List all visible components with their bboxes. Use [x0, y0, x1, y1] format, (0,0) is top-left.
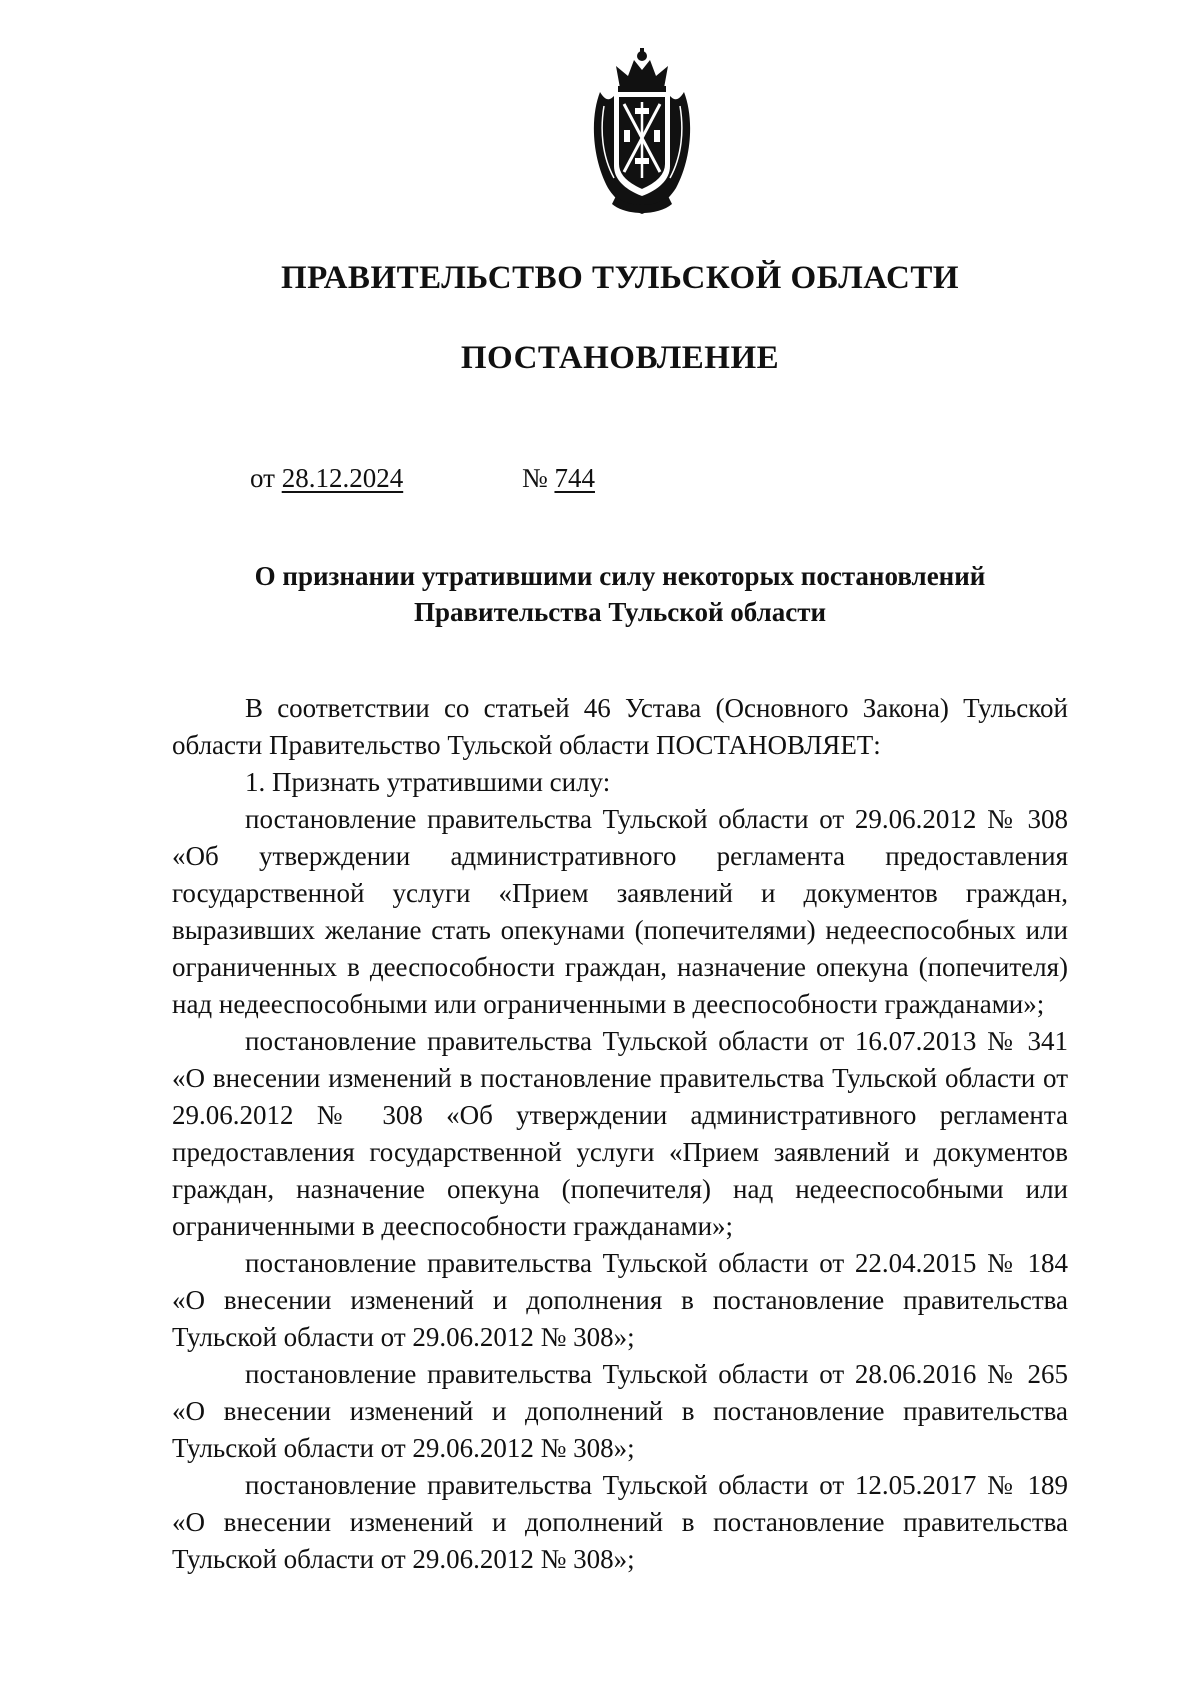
document-number: 744: [554, 463, 595, 493]
date-prefix: от: [250, 463, 275, 493]
organization-name: ПРАВИТЕЛЬСТВО ТУЛЬСКОЙ ОБЛАСТИ: [281, 260, 959, 296]
tula-coat-of-arms-icon: [586, 48, 698, 218]
subject-line: Правительства Тульской области: [413, 597, 827, 627]
body-paragraph: постановление правительства Тульской области от 16.07.2013 № 341 «О внесении изменений в постановление правительства Тульской области от 29.06.2012 № 308 «Об утверждении административного регламента предоставления государственной услуги «Прием заявлений и документов граждан, назначение опекуна (попечителя) над недееспособными или ограниченными в дееспособности гражданами»;: [172, 1026, 1068, 1241]
document-subject: [172, 558, 1068, 630]
number-prefix: №: [521, 463, 548, 493]
document-date: 28.12.2024: [281, 463, 404, 493]
body-paragraph: В соответствии со статьей 46 Устава (Основного Закона) Тульской области Правительство Тульской области ПОСТАНОВЛЯЕТ:: [172, 693, 1068, 760]
document-type: ПОСТАНОВЛЕНИЕ: [460, 340, 780, 376]
document-meta: [250, 463, 595, 494]
body-paragraph: постановление правительства Тульской области от 28.06.2016 № 265 «О внесении изменений и дополнений в постановление правительства Тульской области от 29.06.2012 № 308»;: [172, 1359, 1068, 1463]
body-paragraph: постановление правительства Тульской области от 22.04.2015 № 184 «О внесении изменений и дополнения в постановление правительства Тульской области от 29.06.2012 № 308»;: [172, 1248, 1068, 1352]
body-paragraph: 1. Признать утратившими силу:: [245, 767, 611, 797]
document-body: [172, 690, 1068, 1578]
body-paragraph: постановление правительства Тульской области от 29.06.2012 № 308 «Об утверждении административного регламента предоставления государственной услуги «Прием заявлений и документов граждан, выразивших желание стать опекунами (попечителями) недееспособных или ограниченных в дееспособности граждан, назначение опекуна (попечителя) над недееспособными или ограниченными в дееспособности гражданами»;: [172, 804, 1068, 1019]
body-paragraph: постановление правительства Тульской области от 12.05.2017 № 189 «О внесении изменений и дополнений в постановление правительства Тульской области от 29.06.2012 № 308»;: [172, 1470, 1068, 1574]
subject-line: О признании утратившими силу некоторых постановлений: [254, 561, 986, 591]
